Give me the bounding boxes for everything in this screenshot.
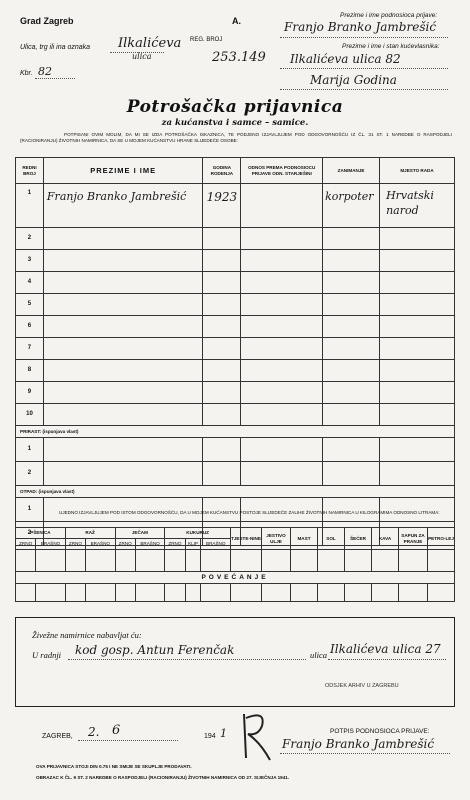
date-underline [78,740,178,741]
owner-label: Prezime i ime i stan kućevlasnika: [342,43,440,50]
prirast-label: PRIRAST: (ispunjava vlast) [16,426,455,438]
row-number: 6 [16,316,44,338]
official-signature-icon [236,706,276,766]
sub-header: KLIP [185,539,201,550]
row-number: 1 [16,498,44,522]
signature-label: POTPIS PODNOSIOCA PRIJAVE: [330,728,430,735]
street-value: Ilkalićeva [118,36,182,51]
street-underline [110,52,164,53]
col-header-year: GODINA RODENJA [203,158,241,184]
kbr-value: 82 [38,65,52,78]
col-header-name: PREZIME I IME [43,158,202,184]
provisions-line1: Živežne namirnice nabavljat ću: [32,630,142,640]
table-row [16,316,455,338]
signature-value: Franjo Branko Jambrešić [282,737,435,751]
group-header-jecam: JEČAM [115,528,165,539]
sub-header: BRAŠNO [135,539,165,550]
owner-address-underline [280,68,448,69]
sub-header: BRAŠNO [86,539,116,550]
header-mast: MAST [291,528,318,550]
street-suffix: ulica [132,52,152,61]
archive-stamp: ODSJEK ARHIV U ZAGREBU [325,683,399,689]
date-day: 2. [88,725,100,739]
provisions-street-label: ulica [310,650,327,660]
col-header-occupation: ZANIMANJE [323,158,380,184]
table-row [16,584,455,602]
table-row [16,438,455,462]
sub-header: ZRNO [16,539,36,550]
shop-name: kod gosp. Antun Ferenčak [75,643,235,657]
owner-name-value: Marija Godina [310,73,397,87]
table-row [16,272,455,294]
city-label: Grad Zagreb [20,16,74,26]
header-ulje: JESTIVO ULJE [262,528,291,550]
signature-underline [280,753,450,754]
reg-label: REG. BROJ [190,37,223,43]
row-number: 3 [16,250,44,272]
sub-header: ZRNO [165,539,185,550]
table-row [16,338,455,360]
group-header-kukuruz: KUKURUZ [165,528,231,539]
provisions-prefix: U radnji [32,650,62,660]
member-workplace: Hrvatski narod [380,184,455,228]
shop-underline [68,659,306,660]
col-header-no: REDNI BROJ [16,158,44,184]
reg-value: 253.149 [212,50,266,65]
section-letter: A. [232,16,241,26]
table-row [16,228,455,250]
col-header-relation: ODNOS PREMA PODNOSIOCU PRIJAVE ODN. STARJEŠINI [241,158,323,184]
footer-note-price: OVA PRIJAVNICA STOJI DIN 0.75 I NE SMIJE SE SKUPLJE PRODAVATI. [36,764,192,769]
row-number: 2 [16,228,44,250]
table-row [16,404,455,426]
form-subtitle: za kućanstva i samce – samice. [161,118,309,128]
owner-address-value: Ilkalićeva ulica 82 [290,52,401,66]
sub-header: BRAŠNO [36,539,66,550]
date-place: ZAGREB, [42,733,73,740]
applicant-name-label: Prezime i ime podnosioca prijave: [340,12,438,19]
row-number: 9 [16,382,44,404]
row-number: 8 [16,360,44,382]
sub-header: BRAŠNO [201,539,231,550]
group-header-psenica: PŠENICA [16,528,66,539]
footer-note-regulation: OBRAZAC K ČL. 9 ST. 2 NAREDBE O RASPODJELI (RACIONIRANJU) ŽIVOTNIH NAMIRNICA OD 27. SIJEČNJA 1941. [36,775,290,780]
row-number: 10 [16,404,44,426]
supplies-text: UJEDNO IZJAVLJUJEM POD ISTOM ODGOVORNOŠĆU, DA U MOJEM KUĆANSTVU POSTOJE SLIJEDEĆE ZALIHE ŽIVOTNIH NAMIRNICA U KILOGRAMIMA ODNOSNO LITRAMA: [59,510,440,515]
table-row [16,462,455,486]
row-number: 7 [16,338,44,360]
kbr-label: Kbr. [20,70,33,77]
member-relation [241,184,323,228]
kbr-underline [35,78,75,79]
member-name: Franjo Branko Jambrešić [43,184,202,228]
intro-text: POTPISANI OVIM MOLIM, DA MI SE IZDA POTROŠAČKA ISKAZNICA, TE PODJENO IZJAVLJUJEM POD ODGOVORNOŠĆU IZ ČL. 31 ST. 1 NAREDBE O RASPODJELI (RACIONIRANJU) ŽIVOTNIH NAMIRNICA, DA SE U MOJEM KUĆANSTVU HRANE SLIJEDEĆE OSOBE: [20,132,452,143]
row-number: 2 [16,522,44,546]
header-sol: SOL [318,528,345,550]
members-table [15,157,455,546]
table-row [16,184,455,228]
header-petrolej: PETRO-LEJ [428,528,455,550]
col-header-workplace: MJESTO RADA [380,158,455,184]
row-number: 4 [16,272,44,294]
supplies-table [15,527,455,602]
row-number: 1 [16,438,44,462]
otpad-label: OTPAD: (ispunjava vlast) [16,486,455,498]
row-number: 1 [16,184,44,228]
header-kava: KAVA [372,528,399,550]
header-sapun: SAPUN ZA PRANJE [399,528,428,550]
table-row [16,382,455,404]
street-label: Ulica, trg ili ina oznaka [20,44,91,51]
applicant-underline [280,37,448,38]
sub-header: ZRNO [115,539,135,550]
member-year: 1923 [203,184,241,228]
form-title: Potrošačka prijavnica [126,97,344,117]
povecanje-label: POVEĆANJE [16,572,455,584]
row-number: 5 [16,294,44,316]
table-row [16,250,455,272]
provisions-street-underline [328,659,446,660]
provisions-street-value: Ilkalićeva ulica 27 [330,642,441,656]
row-number: 2 [16,462,44,486]
table-row [16,360,455,382]
applicant-name-value: Franjo Branko Jambrešić [284,20,437,34]
group-header-raz: RAŽ [65,528,115,539]
table-row [16,294,455,316]
owner-name-underline [280,89,448,90]
date-month: 6 [112,723,121,738]
table-row [16,550,455,572]
member-occupation: korpoter [323,184,380,228]
header-tjestenine: TJESTE-NINE [231,528,262,550]
date-year-digit: 1 [220,727,227,740]
sub-header: ZRNO [65,539,85,550]
header-secer: ŠEĆER [345,528,372,550]
date-year: 194 [204,733,216,740]
